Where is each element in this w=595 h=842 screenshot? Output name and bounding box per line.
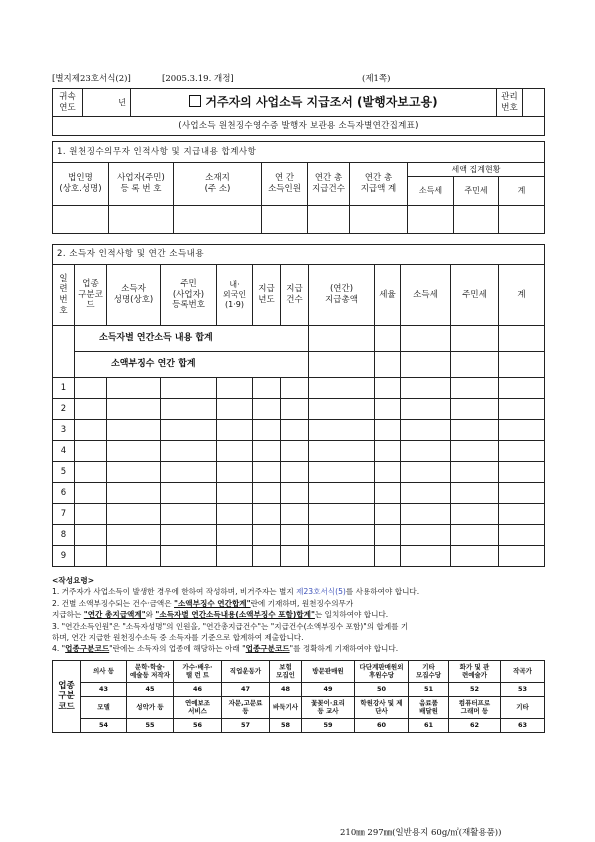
industry-code-number: 55 [127, 719, 174, 733]
earner-cell[interactable] [451, 399, 499, 420]
earner-cell[interactable] [253, 504, 281, 525]
col-address: 소재지 (주 소) [174, 163, 262, 206]
industry-code-name: 문학·학술· 예술등 저작자 [127, 661, 174, 683]
earner-cell[interactable] [375, 420, 401, 441]
earner-cell[interactable] [107, 546, 161, 567]
earner-cell[interactable] [75, 504, 107, 525]
row-number: 8 [53, 525, 75, 546]
summary-total-income-tax[interactable] [401, 326, 451, 352]
earner-cell[interactable] [451, 420, 499, 441]
instruction-line-6: 4. "업종구분코드"란에는 소득자의 업종에 해당하는 아래 "업종구분코드"를 정확하게 기재하여야 합니다. [52, 644, 399, 654]
earner-cell[interactable] [281, 378, 309, 399]
col-total: 계 [499, 177, 545, 206]
industry-code-name: 가수·배우· 탤 런 트 [174, 661, 222, 683]
col-pay-year: 지급 년도 [253, 265, 281, 326]
form-link[interactable]: 제23호서식(5) [296, 587, 346, 597]
industry-code-number: 63 [501, 719, 545, 733]
earner-cell[interactable] [451, 378, 499, 399]
industry-code-number: 61 [409, 719, 449, 733]
earner-cell[interactable] [107, 462, 161, 483]
earner-cell[interactable] [375, 483, 401, 504]
section2-heading: 2. 소득자 인적사항 및 연간 소득내용 [53, 245, 545, 265]
earner-row [53, 399, 545, 420]
earner-cell[interactable] [375, 504, 401, 525]
earner-cell[interactable] [499, 441, 545, 462]
paper-spec: 210㎜ 297㎜(일반용지 60g/㎡(재활용품)) [340, 828, 502, 838]
col-annual-pay: (연간) 지급총액 [309, 265, 375, 326]
earner-cell[interactable] [161, 504, 217, 525]
small-amount-sum[interactable] [499, 352, 545, 378]
earner-cell[interactable] [309, 483, 375, 504]
earner-cell[interactable] [309, 525, 375, 546]
col-resident-tax-2: 주민세 [451, 265, 499, 326]
earner-cell[interactable] [75, 420, 107, 441]
earner-cell[interactable] [281, 546, 309, 567]
earner-cell[interactable] [309, 378, 375, 399]
summary-total-resident-tax[interactable] [451, 326, 499, 352]
row-number: 9 [53, 546, 75, 567]
industry-code-number: 47 [222, 683, 270, 697]
earner-cell[interactable] [75, 546, 107, 567]
col-income-tax: 소득세 [408, 177, 454, 206]
earner-cell[interactable] [309, 462, 375, 483]
earner-cell[interactable] [107, 483, 161, 504]
earner-cell[interactable] [451, 441, 499, 462]
row-number: 5 [53, 462, 75, 483]
small-amount-rate[interactable] [375, 352, 401, 378]
earner-cell[interactable] [75, 462, 107, 483]
industry-code-number: 58 [270, 719, 302, 733]
earner-cell[interactable] [75, 483, 107, 504]
earner-cell[interactable] [451, 525, 499, 546]
earner-cell[interactable] [253, 462, 281, 483]
earner-cell[interactable] [499, 504, 545, 525]
row-number: 1 [53, 378, 75, 399]
industry-code-name: 기타 [501, 697, 545, 719]
earner-cell[interactable] [253, 525, 281, 546]
tax-summary-group: 세액 집계현황 [408, 163, 545, 177]
earner-cell[interactable] [401, 462, 451, 483]
industry-code-name: 꽃꽂이·요리 등 교사 [302, 697, 355, 719]
earner-cell[interactable] [281, 483, 309, 504]
earner-cell[interactable] [107, 441, 161, 462]
earner-cell[interactable] [281, 462, 309, 483]
earner-cell[interactable] [217, 525, 253, 546]
col-sequence: 일 련 번 호 [53, 265, 75, 326]
earner-cell[interactable] [309, 546, 375, 567]
earner-cell[interactable] [401, 441, 451, 462]
earner-cell[interactable] [75, 399, 107, 420]
earner-cell[interactable] [451, 504, 499, 525]
section2-table [52, 244, 545, 567]
instruction-line-2: 2. 건별 소액부징수되는 건수·금액은 "소액부징수 연간합계"란에 기재하며, 원천징수의무가 [52, 598, 354, 608]
earner-rows [53, 378, 545, 567]
earner-cell[interactable] [107, 399, 161, 420]
earner-row [53, 504, 545, 525]
industry-code-label: 업종 구분 코드 [53, 661, 81, 733]
col-resident-tax: 주민세 [454, 177, 499, 206]
earner-cell[interactable] [375, 546, 401, 567]
instruction-line-1: 1. 거주자가 사업소득이 발생한 경우에 한하여 작성하며, 비거주자는 별지 제23호서식(5)를 사용하여야 합니다. [52, 587, 420, 597]
earner-cell[interactable] [217, 441, 253, 462]
earner-cell[interactable] [161, 441, 217, 462]
industry-code-name: 연예보조 서비스 [174, 697, 222, 719]
earner-row [53, 378, 545, 399]
earner-cell[interactable] [75, 378, 107, 399]
earner-cell[interactable] [401, 483, 451, 504]
form-title: 거주자의 사업소득 지급조서 (발행자보고용) [131, 89, 497, 117]
col-corp-name: 법인명 (상호.성명) [53, 163, 109, 206]
row-number: 4 [53, 441, 75, 462]
industry-code-name: 기타 모집수당 [409, 661, 449, 683]
summary-total-label: 소득자별 연간소득 내용 합계 [75, 326, 309, 352]
earner-cell[interactable] [499, 483, 545, 504]
attribution-year-label: 귀속 연도 [53, 89, 83, 117]
earner-cell[interactable] [401, 420, 451, 441]
earner-cell[interactable] [217, 504, 253, 525]
earner-cell[interactable] [309, 420, 375, 441]
industry-code-number: 43 [81, 683, 127, 697]
industry-code-number: 46 [174, 683, 222, 697]
earner-cell[interactable] [499, 378, 545, 399]
instruction-line-3: 지급하는 "연간 총지급액계"와 "소득자별 연간소득내용(소액부징수 포함)합계"는 일치하여야 합니다. [52, 610, 389, 620]
industry-code-name: 의사 등 [81, 661, 127, 683]
earner-cell[interactable] [281, 399, 309, 420]
industry-code-name: 바둑기사 [270, 697, 302, 719]
revision-date: [2005.3.19. 개정] [162, 74, 234, 84]
industry-code-name: 방문판매원 [302, 661, 355, 683]
industry-code-number: 54 [81, 719, 127, 733]
industry-code-number: 45 [127, 683, 174, 697]
industry-code-number: 60 [355, 719, 409, 733]
section1-table [52, 141, 545, 234]
earner-cell[interactable] [375, 399, 401, 420]
industry-code-name: 학원강사 및 제 단사 [355, 697, 409, 719]
earner-row [53, 462, 545, 483]
earner-cell[interactable] [499, 525, 545, 546]
earner-cell[interactable] [107, 420, 161, 441]
industry-code-name: 작곡가 [501, 661, 545, 683]
resident-tax-field[interactable] [454, 206, 499, 234]
earner-cell[interactable] [217, 378, 253, 399]
earner-cell[interactable] [281, 504, 309, 525]
industry-code-table [52, 660, 545, 733]
earner-row [53, 441, 545, 462]
industry-code-number: 52 [449, 683, 501, 697]
earner-cell[interactable] [107, 525, 161, 546]
industry-code-name: 보험 모집인 [270, 661, 302, 683]
earner-cell[interactable] [217, 483, 253, 504]
earner-cell[interactable] [375, 525, 401, 546]
attribution-year-field[interactable] [83, 89, 131, 117]
earner-cell[interactable] [161, 462, 217, 483]
earner-cell[interactable] [75, 441, 107, 462]
earner-cell[interactable] [499, 420, 545, 441]
earner-cell[interactable] [253, 378, 281, 399]
earner-cell[interactable] [161, 399, 217, 420]
small-amount-pay[interactable] [309, 352, 375, 378]
earner-cell[interactable] [375, 378, 401, 399]
total-field[interactable] [499, 206, 545, 234]
col-annual-earners: 연 간 소득인원 [262, 163, 308, 206]
earner-cell[interactable] [217, 420, 253, 441]
industry-code-name: 화가 및 관 련예술가 [449, 661, 501, 683]
summary-total-rate[interactable] [375, 326, 401, 352]
earner-cell[interactable] [217, 462, 253, 483]
summary-total-pay[interactable] [309, 326, 375, 352]
industry-code-name: 성악가 등 [127, 697, 174, 719]
col-pay-count: 지급 건수 [281, 265, 309, 326]
earner-cell[interactable] [401, 546, 451, 567]
earner-cell[interactable] [451, 483, 499, 504]
earner-cell[interactable] [161, 525, 217, 546]
earner-cell[interactable] [401, 399, 451, 420]
instruction-line-5: 하며, 연간 지급한 원천징수소득 중 소득자를 기준으로 합계하여 제출합니다. [52, 633, 304, 643]
industry-code-number: 57 [222, 719, 270, 733]
earner-cell[interactable] [451, 462, 499, 483]
col-id-number: 주민 (사업자) 등록번호 [161, 265, 217, 326]
earner-cell[interactable] [253, 399, 281, 420]
industry-code-number: 59 [302, 719, 355, 733]
title-table [52, 88, 545, 136]
business-number-field[interactable] [109, 206, 174, 234]
industry-code-number: 51 [409, 683, 449, 697]
earner-cell[interactable] [107, 378, 161, 399]
annual-earners-field[interactable] [262, 206, 308, 234]
earner-cell[interactable] [75, 525, 107, 546]
earner-cell[interactable] [107, 504, 161, 525]
row-number: 3 [53, 420, 75, 441]
earner-row [53, 525, 545, 546]
page-number: (제1쪽) [362, 74, 391, 84]
earner-cell[interactable] [401, 525, 451, 546]
summary-blank-cell [53, 326, 75, 378]
col-industry-code: 업종 구분코 드 [75, 265, 107, 326]
earner-cell[interactable] [309, 399, 375, 420]
management-number-label: 관리 번호 [497, 89, 523, 117]
col-business-number: 사업자(주민) 등 록 번 호 [109, 163, 174, 206]
small-amount-income-tax[interactable] [401, 352, 451, 378]
earner-cell[interactable] [253, 546, 281, 567]
col-annual-amount: 연간 총 지급액 계 [350, 163, 408, 206]
industry-code-number: 49 [302, 683, 355, 697]
earner-cell[interactable] [375, 462, 401, 483]
col-annual-count: 연간 총 지급건수 [308, 163, 350, 206]
small-amount-total-label: 소액부징수 연간 합계 [75, 352, 309, 378]
industry-code-number: 48 [270, 683, 302, 697]
earner-cell[interactable] [401, 378, 451, 399]
corp-name-field[interactable] [53, 206, 109, 234]
code-name-row [53, 697, 545, 719]
earner-row [53, 420, 545, 441]
earner-cell[interactable] [161, 378, 217, 399]
earner-cell[interactable] [401, 504, 451, 525]
earner-cell[interactable] [161, 420, 217, 441]
instructions-heading: <작성요령> [52, 576, 95, 585]
row-number: 7 [53, 504, 75, 525]
earner-cell[interactable] [253, 441, 281, 462]
earner-cell[interactable] [375, 441, 401, 462]
earner-cell[interactable] [309, 504, 375, 525]
code-number-row [53, 719, 545, 733]
earner-row [53, 546, 545, 567]
earner-cell[interactable] [499, 462, 545, 483]
code-number-row [53, 683, 545, 697]
earner-cell[interactable] [253, 420, 281, 441]
earner-cell[interactable] [451, 546, 499, 567]
earner-cell[interactable] [161, 483, 217, 504]
annual-count-field[interactable] [308, 206, 350, 234]
industry-code-number: 56 [174, 719, 222, 733]
industry-code-name: 직업운동가 [222, 661, 270, 683]
industry-code-name: 다단계판매원외 후원수당 [355, 661, 409, 683]
col-tax-rate: 세율 [375, 265, 401, 326]
form-subtitle: (사업소득 원천징수영수증 발행자 보관용 소득자별연간집계표) [53, 117, 545, 136]
instructions [52, 575, 544, 655]
earner-cell[interactable] [499, 399, 545, 420]
earner-cell[interactable] [281, 441, 309, 462]
earner-cell[interactable] [217, 399, 253, 420]
industry-code-name: 모델 [81, 697, 127, 719]
instruction-line-4: 3. "연간소득인원"은 "소득자성명"의 인원을, "연간총지급건수"는 "지급건수(소액부징수 포함)"의 합계를 기 [52, 621, 409, 631]
earner-cell[interactable] [499, 546, 545, 567]
earner-row [53, 483, 545, 504]
industry-code-number: 50 [355, 683, 409, 697]
form-number: [별지제23호서식(2)] [52, 74, 131, 84]
checkbox-icon [189, 95, 201, 107]
code-name-row [53, 661, 545, 683]
industry-code-number: 53 [501, 683, 545, 697]
col-total-2: 계 [499, 265, 545, 326]
earner-cell[interactable] [217, 546, 253, 567]
section1-heading: 1. 원천징수의무자 인적사항 및 지급내용 합계사항 [53, 142, 545, 163]
col-nationality: 내· 외국인 (1·9) [217, 265, 253, 326]
col-income-tax-2: 소득세 [401, 265, 451, 326]
earner-cell[interactable] [281, 525, 309, 546]
col-earner-name: 소득자 성명(상호) [107, 265, 161, 326]
annual-amount-field[interactable] [350, 206, 408, 234]
industry-code-name: 음료품 배달원 [409, 697, 449, 719]
summary-total-sum[interactable] [499, 326, 545, 352]
industry-code-number: 62 [449, 719, 501, 733]
row-number: 6 [53, 483, 75, 504]
earner-cell[interactable] [253, 483, 281, 504]
industry-code-name: 자문,고문료 등 [222, 697, 270, 719]
address-field[interactable] [174, 206, 262, 234]
income-tax-field[interactable] [408, 206, 454, 234]
small-amount-resident-tax[interactable] [451, 352, 499, 378]
row-number: 2 [53, 399, 75, 420]
year-unit: 년 [118, 97, 126, 107]
earner-cell[interactable] [161, 546, 217, 567]
earner-cell[interactable] [281, 420, 309, 441]
industry-code-name: 컴퓨터프로 그래머 등 [449, 697, 501, 719]
management-number-field[interactable] [523, 89, 545, 117]
earner-cell[interactable] [309, 441, 375, 462]
